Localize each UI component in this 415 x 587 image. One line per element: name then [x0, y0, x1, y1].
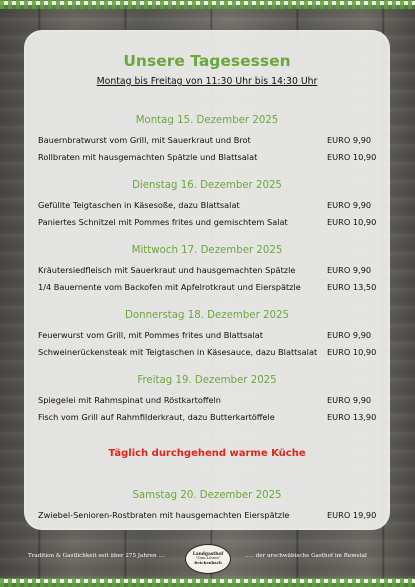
menu-item — [38, 395, 376, 408]
dish-name: Rollbraten mit hausgemachten Spätzle und Blattsalat — [38, 152, 258, 162]
gingham-border-top — [0, 0, 415, 9]
menu-item — [38, 265, 376, 278]
menu-item — [38, 135, 376, 148]
dish-name: Schweinerückensteak mit Teigtaschen in Käsesauce, dazu Blattsalat — [38, 347, 318, 357]
logo-line: Landgasthof — [192, 551, 224, 557]
footer-tagline-left: Tradition & Gastlichkeit seit über 275 Jahren .... — [28, 553, 166, 559]
menu-title: Unsere Tagesessen — [123, 52, 291, 70]
dish-price: EURO 10,90 — [327, 152, 377, 162]
dish-name: Gefüllte Teigtaschen in Käsesoße, dazu Blattsalat — [38, 200, 240, 210]
dish-name: Feuerwurst vom Grill, mit Pommes frites und Blattsalat — [38, 330, 263, 340]
day-heading-tuesday: Dienstag 16. Dezember 2025 — [132, 180, 282, 191]
dish-name: Kräutersiedfleisch mit Sauerkraut und hausgemachten Spätzle — [38, 265, 296, 275]
special-notice: Täglich durchgehend warme Küche — [108, 448, 306, 459]
menu-item — [38, 510, 376, 523]
dish-price: EURO 9,90 — [327, 265, 372, 275]
dish-price: EURO 9,90 — [327, 200, 372, 210]
dish-price: EURO 9,90 — [327, 395, 372, 405]
dish-name: Spiegelei mit Rahmspinat und Röstkartoffeln — [38, 395, 221, 405]
dish-name: Fisch vom Grill auf Rahmfilderkraut, dazu Butterkartöffele — [38, 412, 275, 422]
menu-item — [38, 282, 376, 295]
dish-price: EURO 9,90 — [327, 330, 372, 340]
day-heading-friday: Freitag 19. Dezember 2025 — [137, 375, 277, 386]
dish-name: Paniertes Schnitzel mit Pommes frites und gemischtem Salat — [38, 217, 288, 227]
opening-hours: Montag bis Freitag von 11:30 Uhr bis 14:30 Uhr — [96, 76, 318, 87]
footer — [0, 544, 415, 580]
logo-line: Reichenbach — [194, 560, 222, 566]
logo-line: "Zum Löwen" — [195, 556, 221, 561]
day-heading-saturday: Samstag 20. Dezember 2025 — [132, 490, 282, 501]
dish-price: EURO 13,50 — [327, 282, 377, 292]
day-heading-wednesday: Mittwoch 17. Dezember 2025 — [131, 245, 283, 256]
menu-item — [38, 330, 376, 343]
dish-price: EURO 19,90 — [327, 510, 377, 520]
day-heading-monday: Montag 15. Dezember 2025 — [135, 115, 279, 126]
menu-item — [38, 152, 376, 165]
gingham-border-bottom — [0, 578, 415, 587]
menu-item — [38, 200, 376, 213]
dish-name: Zwiebel-Senioren-Rostbraten mit hausgemachten Eierspätzle — [38, 510, 290, 520]
dish-price: EURO 10,90 — [327, 347, 377, 357]
menu-item — [38, 217, 376, 230]
menu-card — [24, 30, 390, 530]
menu-item — [38, 412, 376, 425]
dish-price: EURO 10,90 — [327, 217, 377, 227]
menu-item — [38, 347, 376, 360]
restaurant-logo — [185, 544, 231, 574]
dish-price: EURO 13,90 — [327, 412, 377, 422]
dish-price: EURO 9,90 — [327, 135, 372, 145]
footer-tagline-right: ..... der urschwäbische Gasthof im Remstal — [245, 553, 367, 559]
dish-name: Bauernbratwurst vom Grill, mit Sauerkraut und Brot — [38, 135, 251, 145]
dish-name: 1/4 Bauernente vom Backofen mit Apfelrotkraut und Eierspätzle — [38, 282, 301, 292]
day-heading-thursday: Donnerstag 18. Dezember 2025 — [125, 310, 289, 321]
